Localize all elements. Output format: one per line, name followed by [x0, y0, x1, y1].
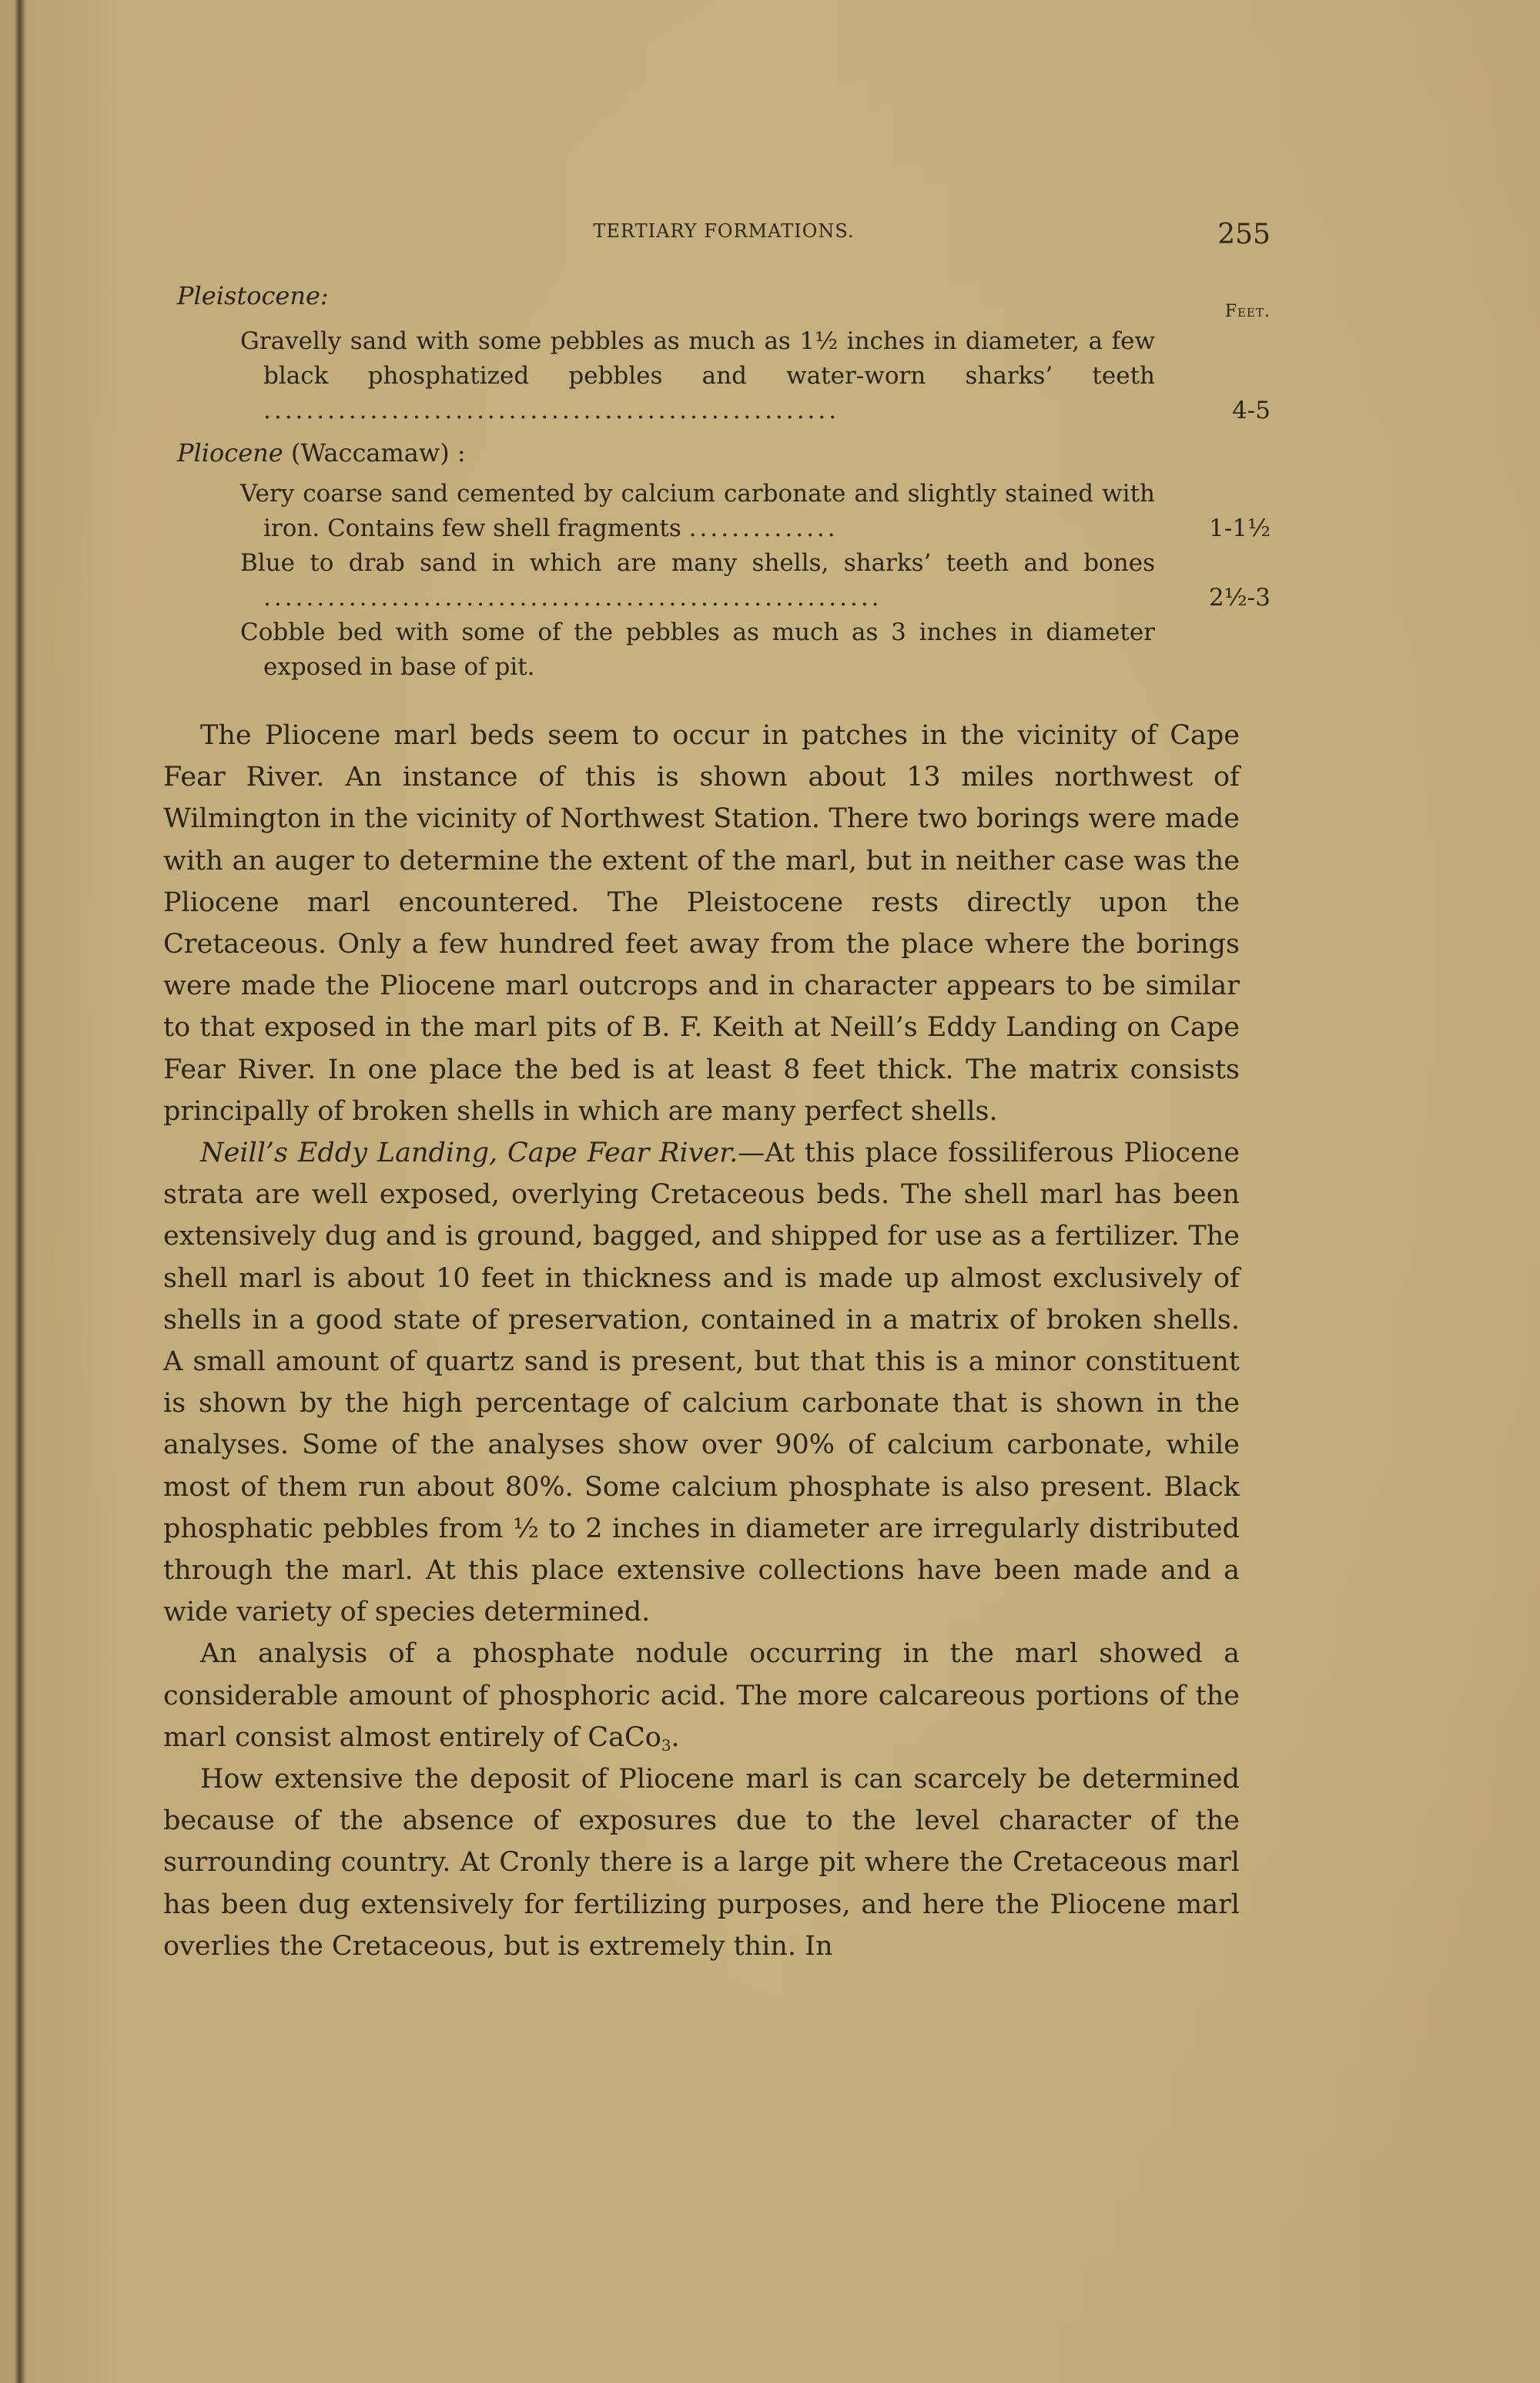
body-text [163, 715, 1240, 1967]
entry-text: Gravelly sand with some pebbles as much as 1½ inches in diameter, a few black phosphatized pebbles and water-worn sharks’ teeth [240, 327, 1155, 390]
stratum-entry [177, 324, 1270, 428]
section-table [177, 279, 1270, 685]
leader-dots: ...................................................... [263, 397, 840, 424]
stratum-name: Pleistocene: [177, 281, 329, 310]
stratum-entry [177, 477, 1270, 546]
entry-text: Blue to drab sand in which are many shells, sharks’ teeth and bones [240, 549, 1155, 577]
entry-thickness: 4-5 [1232, 397, 1270, 424]
stratum-name: Pliocene [177, 438, 283, 468]
stratum-heading-pleistocene [177, 279, 1270, 313]
entry-text: Cobble bed with some of the pebbles as much as 3 inches in diameter exposed in base of pit. [240, 618, 1155, 681]
entry-thickness: 1-1½ [1209, 514, 1270, 542]
stratum-entry [177, 546, 1270, 615]
chemical-subscript: 3 [661, 1735, 671, 1755]
paragraph: Neill’s Eddy Landing, Cape Fear River.—At this place fossiliferous Pliocene strata are well exposed, overlying Cretaceous beds. The shell marl has been extensively dug and is ground, bagged, and shipped for use as a fertilizer. The shell marl is about 10 feet in thickness and is made up almost exclusively of shells in a good state of preservation, contained in a matrix of broken shells. A small amount of quartz sand is present, but that this is a minor constituent is shown by the high percentage of calcium carbonate that is shown in the analyses. Some of the analyses show over 90% of calcium carbonate, while most of them run about 80%. Some calcium phosphate is also present. Black phosphatic pebbles from ½ to 2 inches in diameter are irregularly distributed through the marl. At this place extensive collections have been made and a wide variety of species determined. [163, 1138, 1240, 1628]
leader-dots: .......................................................... [263, 584, 882, 612]
paragraph-lead-heading: Neill’s Eddy Landing, Cape Fear River. [200, 1138, 738, 1169]
leader-dots: .............. [688, 514, 839, 542]
stratum-heading-pliocene: Pliocene (Waccamaw) : [177, 438, 466, 468]
paragraph: The Pliocene marl beds seem to occur in patches in the vicinity of Cape Fear River. An instance of this is shown about 13 miles northwest of Wilmington in the vicinity of Northwest Station. There two borings were made with an auger to determine the extent of the marl, but in neither case was the Pliocene marl encountered. The Pleistocene rests directly upon the Cretaceous. Only a few hundred feet away from the place where the borings were made the Pliocene marl outcrops and in character appears to be similar to that exposed in the marl pits of B. F. Keith at Neill’s Eddy Landing on Cape Fear River. In one place the bed is at least 8 feet thick. The matrix consists principally of broken shells in which are many perfect shells. [163, 720, 1240, 1127]
feet-column-label: Feet. [1224, 302, 1270, 321]
entry-thickness: 2½-3 [1209, 584, 1270, 612]
entry-text: Very coarse sand cemented by calcium carbonate and slightly stained with iron. Contains few shell fragments [240, 480, 1155, 542]
paragraph: An analysis of a phosphate nodule occurring in the marl showed a considerable amount of phosphoric acid. The more calcareous portions of the marl consist almost entirely of CaCo$_3$. [163, 1638, 1240, 1755]
stratum-entry [177, 615, 1270, 685]
running-head: TERTIARY FORMATIONS. [593, 220, 855, 242]
paragraph: How extensive the deposit of Pliocene marl is can scarcely be determined because of the absence of exposures due to the level character of the surrounding country. At Cronly there is a large pit where the Cretaceous marl has been dug extensively for fertilizing purposes, and here the Pliocene marl overlies the Cretaceous, but is extremely thin. In [163, 1764, 1240, 1962]
page-number: 255 [1217, 219, 1270, 250]
